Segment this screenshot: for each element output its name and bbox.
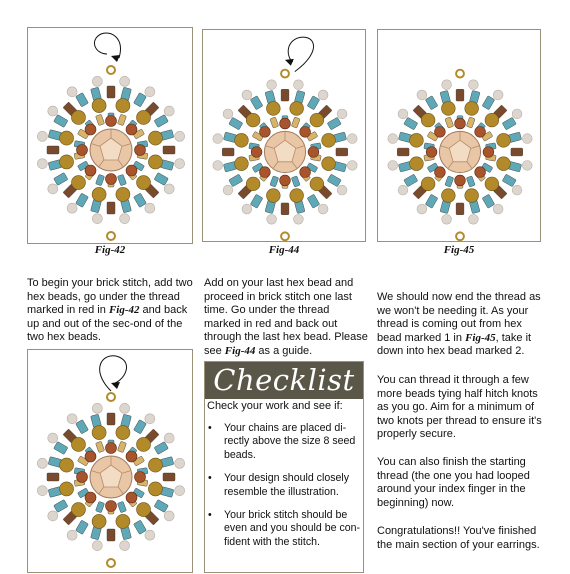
figure-44-frame (202, 29, 366, 242)
step-text-fig42-part2: and back up and out of the sec-ond of the two hex beads. (27, 304, 188, 344)
checklist-intro: Check your work and see if: (207, 400, 343, 412)
figure-44-illustration (203, 30, 367, 243)
step-text-fig42 (27, 277, 193, 345)
fig45-reference: Fig-45 (465, 331, 496, 344)
step-text-fig45-part2: , take it down into hex bead marked 2. (377, 331, 532, 358)
step-text-fig44-part1: Add on your last hex bead and proceed in brick stitch one last time. Go under the thread marked in red and back out through the last hex bead. Please see (204, 277, 368, 357)
checklist-item: • Your brick stitch should be even and you should be con-fident with the stitch. (205, 509, 363, 549)
figure-45-caption: Fig-45 (443, 244, 475, 256)
fig42-reference: Fig-42 (108, 304, 140, 317)
step-text-fig44-part2: as a guide. (255, 344, 313, 357)
figure-45-illustration (378, 30, 542, 243)
checklist-items (205, 422, 363, 549)
starting-thread-text: You can also finish the starting thread (the one you had looped around your index finger in the beginning) now. (377, 456, 530, 509)
fig44-reference: Fig-44 (224, 344, 256, 357)
step-text-fig45-part1: We should now end the thread as we won't be needing it. As your thread is coming out from hex bead marked 1 in (377, 291, 541, 344)
checklist-item: • Your chains are placed di-rectly above the size 8 seed beads. (205, 422, 363, 462)
checklist-item: • Your design should closely resemble the illustration. (205, 472, 363, 499)
figure-43-illustration (28, 350, 194, 574)
half-hitch-text: You can thread it through a few more beads tying half hitch knots as you go. Aim for a minimum of two knots per thread to ensure it's properly secure. (377, 374, 542, 441)
figure-42-illustration (28, 28, 194, 245)
congratulations-text: Congratulations!! You've finished the main section of your earrings. (377, 525, 540, 551)
figure-42-caption: Fig-42 (94, 244, 126, 256)
figure-43-frame (27, 349, 193, 573)
figure-45-frame (377, 29, 541, 242)
step-text-fig44 (204, 277, 368, 359)
figure-44-caption: Fig-44 (268, 244, 300, 256)
checklist-box (204, 361, 364, 573)
step-text-fig45 (377, 291, 545, 359)
figure-42-frame (27, 27, 193, 244)
step-text-fig42-part1: To begin your brick stitch, add two hex beads, go under the thread marked in red in (27, 277, 193, 317)
checklist-title: Checklist (205, 362, 363, 399)
